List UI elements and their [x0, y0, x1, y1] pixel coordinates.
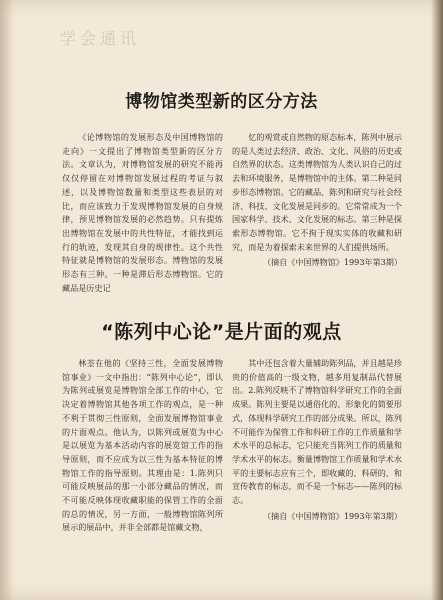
article1-citation: （摘自《中国博物馆》1993年第3期） — [262, 257, 402, 268]
article2-right-text: 其中还包含着大量辅助陈列品，并且越是珍贵的价值高的一级文物，越多用复制品代替展出。2.陈列反映不了博物馆科学研究工作的全面成果。陈列主要是以通俗化的、形象化的简要形式，体现科学研究工作的部分成果。所以，陈列不可能作为保管工作和科研工作的工作质量和学术水平的总标志，它只能充当陈列工作的质量和学术水平的标志。衡量博物馆工作质量和学术水平的主要标志应有三个，即收藏的、科研的、和宣传教育的标志，而不是一个标志——陈列的标志。 — [232, 358, 402, 506]
article2-citation: （摘自《中国博物馆》1993年第3期） — [262, 510, 402, 521]
article1-title: 博物馆类型新的区分方法 — [125, 92, 318, 112]
article1-left-text: 《论博物馆的发展形态及中国博物馆的走向》一文提出了博物馆类型新的区分方法。文章认为，对博物馆发展的研究不能再仅仅停留在对博物馆发展过程的考证与叙述，以及博物馆数量和类型这些表层的对比，而应该致力于发现博物馆发展的自身规律，预见博物馆发展的必然趋势。只有提炼出博物馆在发展中的共性特征，才能找到运行的轨迹，发现其自身的规律性。这个共性特征就是博物馆的发展形态。博物馆的发展形态有三种。一种是滞后形态博物馆。它的藏品是历史记 — [62, 132, 223, 293]
article1-column-left — [62, 131, 223, 295]
article2-column-right — [232, 357, 402, 523]
article1-column-right — [232, 131, 402, 270]
masthead-bleed-through: 学会通讯 — [60, 29, 141, 48]
article2-column-left — [62, 357, 223, 535]
article1-right-text: 忆的观赏或自然物的原态标本，陈列中展示的是人类过去经济、政治、文化、风俗的历史或自然界的状态。这类博物馆为人类认识自己的过去和环境服务，是博物馆中的主体。第二种是同步形态博物馆。它的藏品、陈列和研究与社会经济、科技、文化发展是同步的。它常常成为一个国家科学、技术、文化发展的标志。第三种是探索形态博物馆。它不拘于现实实体的收藏和研究，而是为着探索未来世界的人们提供场所。 — [232, 132, 402, 252]
article2-title: “陈列中心论”是片面的观点 — [101, 321, 342, 343]
article2-left-text: 林荃在他的《坚持三性，全面发展博物馆事业》一文中指出：“陈列中心论”，即认为陈列或展览是博物馆全部工作的中心，它决定着博物馆其他各项工作的观点，是一种不利于贯彻三性原则，全面发展博物馆事业的片面观点。他认为，以陈列或展览为中心是以展览为基本活动内容的展览馆工作的指导原则，而不应成为以三性为基本特征的博物馆工作的指导原则。其理由是：1.陈列只可能反映展品的那一小部分藏品的情况，而不可能反映体现收藏职能的保管工作的全面的总的情况，另一方面，一般博物馆陈列所展示的展品中，并非全部都是馆藏文物， — [62, 358, 223, 533]
